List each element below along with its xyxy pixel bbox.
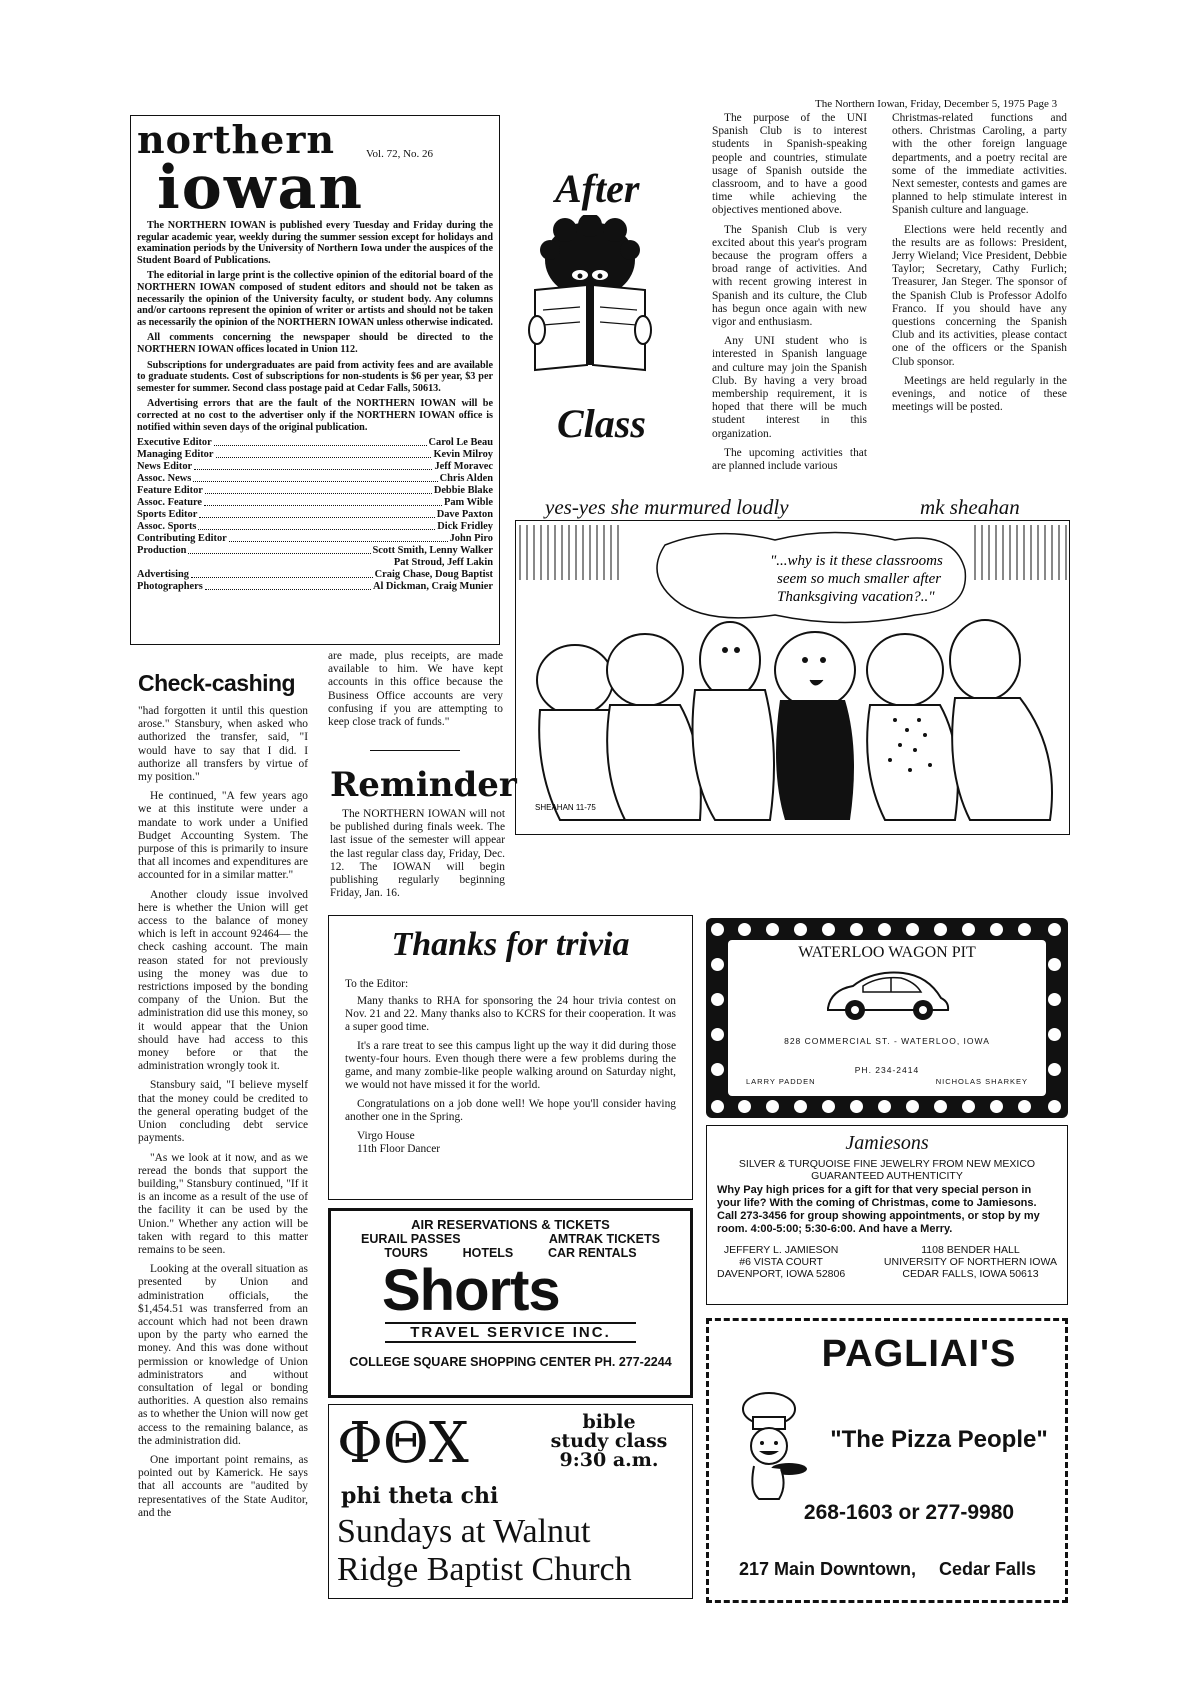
shorts-footer: COLLEGE SQUARE SHOPPING CENTER PH. 277-2244 — [349, 1355, 672, 1369]
check-cashing-column-1 — [138, 705, 308, 1526]
ad-service: CAR RENTALS — [547, 1246, 637, 1260]
article-paragraph: Meetings are held regularly in the evenings, and notice of these meetings will be posted. — [892, 374, 1067, 414]
ad-service: AMTRAK TICKETS — [548, 1232, 660, 1246]
letter-paragraph: Many thanks to RHA for sponsoring the 24 hour trivia contest on Nov. 21 and 22. Many thanks also to KCRS for their cooperation. It was a super good time. — [345, 995, 676, 1033]
jam-line: GUARANTEED AUTHENTICITY — [811, 1170, 963, 1182]
chef-icon — [729, 1391, 809, 1501]
jam-line: SILVER & TURQUOISE FINE JEWELRY FROM NEW MEXICO — [738, 1158, 1036, 1170]
article-paragraph: "As we look at it now, and as we reread the bonds that support the building," Stansbury continued, "If it is an income as a result of the use of the facility it can be used by the Union." Whether any action will be taken with regard to this matter remains to be seen. — [138, 1151, 308, 1256]
bible-line: 9:30 a.m. — [559, 1449, 659, 1471]
pagliais-ad — [706, 1318, 1068, 1603]
check-cashing-title: Check-cashing — [138, 670, 296, 696]
service-line: Ridge Baptist Church — [337, 1551, 632, 1588]
jam-address: UNIVERSITY OF NORTHERN IOWA — [883, 1256, 1057, 1268]
masthead-paragraph: Subscriptions for undergraduates are paid from activity fees and are available to graduate students. Cost of subscriptions for non-students is $6 per year, $3 per semester for summer. Second class postage paid at Cedar Falls, 50613. — [137, 359, 493, 394]
masthead-box — [130, 115, 500, 645]
staff-row: Contributing Editor John Piro — [137, 533, 493, 545]
speech-line-3: Thanksgiving vacation?.." — [777, 589, 935, 605]
classroom-cartoon — [515, 520, 1070, 835]
staff-row: Sports Editor Dave Paxton — [137, 509, 493, 521]
pagliais-phones: 268-1603 or 277-9980 — [803, 1501, 1015, 1524]
jam-address: JEFFERY L. JAMIESON — [723, 1244, 839, 1256]
jamiesons-logo: Jamiesons — [845, 1132, 929, 1154]
beetle-car-icon — [823, 968, 953, 1023]
reminder-title: Reminder — [330, 765, 517, 805]
masthead-statement — [137, 220, 493, 433]
ad-headline: AIR RESERVATIONS & TICKETS — [411, 1217, 610, 1232]
shorts-sub: TRAVEL SERVICE INC. — [385, 1322, 636, 1343]
ad-service: EURAIL PASSES — [361, 1232, 461, 1246]
article-paragraph: The upcoming activities that are planned include various — [712, 446, 867, 473]
article-paragraph: Any UNI student who is interested in Spanish language and culture may join the Spanish Club. By having a very broad membership requirement, it is hoped that there will be much student interest in this organization. — [712, 335, 867, 440]
greek-letters: ΦΘΧ — [337, 1411, 469, 1476]
reader-illustration — [525, 215, 655, 385]
masthead-title-bottom: iowan — [157, 153, 364, 223]
staff-row: Assoc. Feature Pam Wible — [137, 497, 493, 509]
masthead-volume: Vol. 72, No. 26 — [366, 148, 434, 160]
bible-line: study class — [550, 1430, 668, 1452]
article-paragraph: The purpose of the UNI Spanish Club is to interest students in Spanish-speaking people and countries, stimulate usage of Spanish outside the classroom, and to have a good time while achieving the objectives mentioned above. — [712, 112, 867, 217]
article-paragraph: Looking at the overall situation as presented by Union and administration officials, the $1,454.51 was transferred from an account which had not been drawn upon by the party who earned the money. And this was done without permission or knowledge of Union administrators and without consultation of legal or bonding authorities. A question also remains as to whether the Union will now get access to the remaining balance, as the administration did. — [138, 1263, 308, 1447]
jam-address: #6 VISTA COURT — [739, 1256, 823, 1268]
waterloo-wagon-pit-ad — [706, 918, 1068, 1118]
jamiesons-ad — [706, 1125, 1068, 1305]
article-paragraph: He continued, "A few years ago we at this institute were under a mandate to work under a Unified Budget Accounting System. The purpose of this is primarily to insure that all incomes and expenditures are accounted for in a similar matter." — [138, 790, 308, 882]
jam-address: DAVENPORT, IOWA 52806 — [717, 1268, 846, 1280]
article-paragraph: Elections were held recently and the results are as follows: President, Jerry Wieland; Vice President, Debbie Taylor; Secretary, Cathy Furlich; Treasurer, Jan Steger. The sponsor of the Spanish Club is Professor Adolfo Franco. If you should have any questions concerning the Spanish Club and its activities, please contact one of the officers or the Spanish Club sponsor. — [892, 223, 1067, 368]
article-paragraph: Stansbury said, "I believe myself that the money could be credited to the general operating budget of the Union concluding debt service payments. — [138, 1079, 308, 1145]
reminder-body: The NORTHERN IOWAN will not be published during finals week. The last issue of the semester will appear the last regular class day, Friday, Dec. 12. The IOWAN will begin publishing regularly beginning Friday, Jan. 16. — [330, 808, 505, 900]
staff-row: Photographers Al Dickman, Craig Munier — [137, 581, 493, 593]
shorts-logo: Shorts — [382, 1258, 560, 1323]
letter-paragraph: Congratulations on a job done well! We hope you'll consider having another one in the Spring. — [345, 1098, 676, 1123]
speech-line-1: "...why is it these classrooms — [770, 553, 943, 569]
masthead-paragraph: The editorial in large print is the collective opinion of the editorial board of the NORTHERN IOWAN composed of student editors and should not be taken as necessarily the opinion of the University faculty, or student body. Any columns and/or cartoons represent the opinion of writer or artists and should not be taken as necessarily the opinion of the NORTHERN IOWAN unless otherwise indicated. — [137, 270, 493, 328]
divider — [370, 750, 460, 751]
trivia-title: Thanks for trivia — [391, 926, 630, 963]
article-paragraph: "had forgotten it until this question arose." Stansbury, when asked who authorized the transfer, said, "I would have to say that I did. I authorize all transfers by virtue of my position." — [138, 705, 308, 784]
staff-row: Managing Editor Kevin Milroy — [137, 449, 493, 461]
pagliais-address: 217 Main Downtown, — [739, 1559, 917, 1579]
staff-row: Executive Editor Carol Le Beau — [137, 437, 493, 449]
shorts-travel-ad — [328, 1208, 693, 1398]
check-cashing-column-2: are made, plus receipts, are made available to him. We have kept accounts in this office because the Business Office accounts are very confusing if you are attempting to keep close track of funds." — [328, 650, 503, 729]
masthead-paragraph: The NORTHERN IOWAN is published every Tuesday and Friday during the regular academic year, weekly during the summer session except for holidays and examination periods by the University of Northern Iowa under the auspices of the Student Board of Publications. — [137, 220, 493, 266]
ad-service: TOURS — [384, 1246, 428, 1260]
pagliais-city: Cedar Falls — [939, 1559, 1037, 1579]
speech-line-2: seem so much smaller after — [777, 571, 942, 587]
masthead-paragraph: All comments concerning the newspaper should be directed to the NORTHERN IOWAN offices located in Union 112. — [137, 332, 493, 355]
letter-paragraph: It's a rare treat to see this campus light up the way it did during those twenty-four hours. Even though there were a few problems during the game, and many zombie-like people walking around on Saturday night, we would not have missed it for the world. — [345, 1040, 676, 1091]
article-paragraph: One important point remains, as pointed out by Kamerick. He says that all accounts are "audited by representatives of the State Auditor, and the — [138, 1453, 308, 1519]
staff-row: Production Scott Smith, Lenny Walker — [137, 545, 493, 557]
spanish-club-column-2 — [892, 112, 1067, 420]
spanish-club-column-1 — [712, 112, 867, 479]
jam-pitch: Why Pay high prices for a gift for that very special person in your life? With the coming of Christmas, come to Jamiesons. Call 273-3456 for group showing appointments, or stop by my room. 4:00-5:00; 5:30-6:00. And have a Merry. — [717, 1184, 1040, 1235]
staff-row: Feature Editor Debbie Blake — [137, 485, 493, 497]
wagon-phone: PH. 234-2414 — [854, 1065, 920, 1075]
page-header: The Northern Iowan, Friday, December 5, 1975 Page 3 — [815, 98, 1058, 110]
jam-address: 1108 BENDER HALL — [921, 1244, 1020, 1256]
cartoon-caption: yes-yes she murmured loudly — [545, 495, 789, 519]
wagon-address: 828 COMMERCIAL ST. - WATERLOO, IOWA — [784, 1036, 990, 1046]
staff-row: News Editor Jeff Moravec — [137, 461, 493, 473]
after-class-title-1: After — [555, 166, 640, 211]
bible-line: bible — [582, 1411, 636, 1433]
ad-service: HOTELS — [462, 1246, 514, 1260]
wagon-owner: NICHOLAS SHARKEY — [935, 1077, 1028, 1086]
cartoon-signature: SHEAHAN 11-75 — [535, 803, 596, 812]
staff-row: Assoc. News Chris Alden — [137, 473, 493, 485]
wagon-title: WATERLOO WAGON PIT — [798, 944, 976, 961]
fraternity-name: phi theta chi — [341, 1483, 499, 1509]
after-class-title-2: Class — [557, 401, 646, 446]
trivia-letter-box — [328, 915, 693, 1200]
masthead-paragraph: Advertising errors that are the fault of the NORTHERN IOWAN will be corrected at no cost to the advertiser only if the NORTHERN IOWAN office is notified within seven days of the original publication. — [137, 398, 493, 433]
staff-list — [137, 437, 493, 593]
signature-line: Virgo House — [357, 1130, 415, 1142]
signature-line: 11th Floor Dancer — [357, 1143, 441, 1155]
article-paragraph: The Spanish Club is very excited about this year's program because the program offers a broad range of activities. And with recent growing interest in Spanish and its culture, the Club has begun once again with new vigor and enthusiasm. — [712, 223, 867, 329]
salutation: To the Editor: — [345, 978, 409, 990]
pagliais-tagline: "The Pizza People" — [830, 1426, 1048, 1453]
jam-address: CEDAR FALLS, IOWA 50613 — [902, 1268, 1039, 1280]
staff-extra: Pat Stroud, Jeff Lakin — [393, 557, 493, 569]
trivia-body — [345, 978, 676, 1156]
masthead-title-top: northern — [137, 117, 335, 162]
article-paragraph: Christmas-related functions and others. Christmas Caroling, a party with the other foreign language departments, and a poetry recital are some of the immediate activities. Next semester, contests and games are planned to help stimulate interest in Spanish culture and language. — [892, 112, 1067, 217]
article-paragraph: Another cloudy issue involved here is whether the Union will get access to the balance of money which is left in account 92464— the check cashing account. The main reason stated for not previously using the money was due to restrictions imposed by the bonding company of the Union. But the administration did use this money, so it would appear that the Union should have had access to this money before or that the administration wrongly took it. — [138, 888, 308, 1073]
service-line: Sundays at Walnut — [337, 1513, 591, 1550]
pagliais-name: PAGLIAI'S — [821, 1333, 1017, 1375]
wagon-owner: LARRY PADDEN — [746, 1077, 816, 1086]
phi-theta-chi-ad — [328, 1404, 693, 1599]
staff-row: Assoc. Sports Dick Fridley — [137, 521, 493, 533]
staff-row: Advertising Craig Chase, Doug Baptist — [137, 569, 493, 581]
cartoon-author: mk sheahan — [920, 495, 1020, 519]
